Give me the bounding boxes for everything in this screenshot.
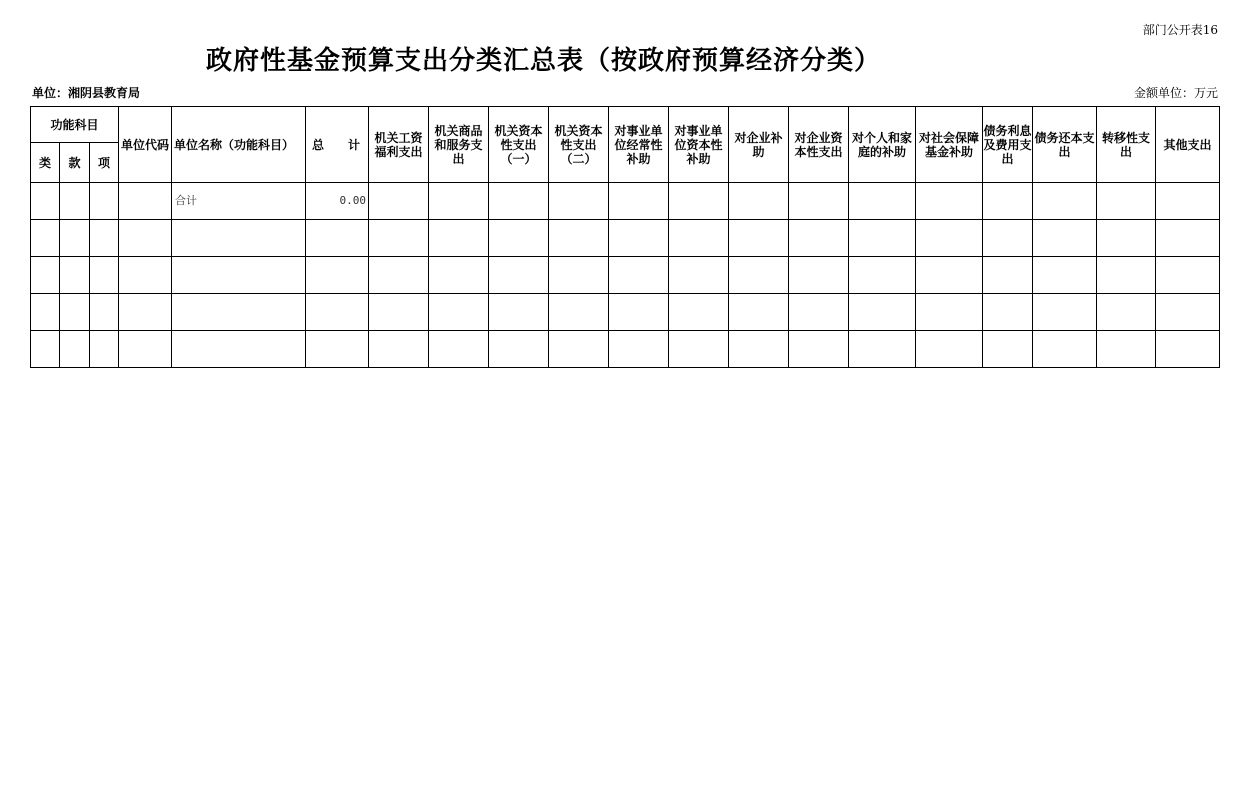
row-unit-name [172, 331, 306, 368]
table-cell [119, 183, 172, 220]
table-cell [916, 220, 983, 257]
table-cell [119, 294, 172, 331]
row-total [306, 220, 369, 257]
header-section: 款 [60, 143, 90, 183]
header-item: 项 [90, 143, 119, 183]
table-number-label: 部门公开表16 [1142, 23, 1218, 37]
table-cell [31, 257, 60, 294]
table-cell [90, 331, 119, 368]
table-cell [983, 220, 1033, 257]
table-cell [1156, 220, 1220, 257]
table-cell [1033, 183, 1097, 220]
table-cell [60, 183, 90, 220]
table-cell [1033, 331, 1097, 368]
table-cell [1033, 294, 1097, 331]
table-row [31, 257, 1220, 294]
table-cell [609, 257, 669, 294]
table-cell [789, 257, 849, 294]
table-cell [1033, 220, 1097, 257]
table-cell [31, 183, 60, 220]
table-cell [549, 183, 609, 220]
table-cell [669, 257, 729, 294]
table-cell [669, 220, 729, 257]
table-row [31, 331, 1220, 368]
table-cell [849, 294, 916, 331]
table-cell [90, 294, 119, 331]
table-cell [1156, 257, 1220, 294]
header-c9: 对个人和家庭的补助 [849, 107, 916, 183]
table-cell [849, 257, 916, 294]
page-title: 政府性基金预算支出分类汇总表（按政府预算经济分类） [206, 46, 882, 76]
table-cell [849, 220, 916, 257]
header-c11: 债务利息及费用支出 [983, 107, 1033, 183]
table-cell [849, 183, 916, 220]
table-cell [729, 257, 789, 294]
table-row [31, 183, 1220, 220]
table-cell [1097, 331, 1156, 368]
table-cell [916, 257, 983, 294]
header-c3: 机关资本性支出（一） [489, 107, 549, 183]
row-total [306, 331, 369, 368]
table-cell [60, 331, 90, 368]
table-cell [916, 331, 983, 368]
table-cell [983, 294, 1033, 331]
table-cell [369, 331, 429, 368]
row-unit-name [172, 220, 306, 257]
table-cell [60, 294, 90, 331]
table-cell [789, 331, 849, 368]
row-unit-name: 合计 [172, 183, 306, 220]
table-cell [1097, 257, 1156, 294]
header-c2: 机关商品和服务支出 [429, 107, 489, 183]
table-cell [1097, 294, 1156, 331]
table-cell [916, 294, 983, 331]
table-cell [549, 294, 609, 331]
table-row [31, 220, 1220, 257]
row-total [306, 257, 369, 294]
table-cell [789, 183, 849, 220]
table-cell [549, 257, 609, 294]
table-cell [1033, 257, 1097, 294]
table-cell [90, 220, 119, 257]
header-c10: 对社会保障基金补助 [916, 107, 983, 183]
table-cell [669, 183, 729, 220]
table-cell [729, 220, 789, 257]
row-unit-name [172, 294, 306, 331]
table-cell [983, 331, 1033, 368]
table-cell [669, 331, 729, 368]
table-cell [729, 331, 789, 368]
table-cell [31, 220, 60, 257]
table-cell [983, 257, 1033, 294]
table-cell [849, 331, 916, 368]
table-cell [60, 257, 90, 294]
table-cell [489, 220, 549, 257]
table-cell [369, 257, 429, 294]
table-cell [429, 257, 489, 294]
table-cell [609, 183, 669, 220]
table-cell [489, 294, 549, 331]
unit-label: 单位：湘阴县教育局 [32, 86, 141, 100]
table-cell [916, 183, 983, 220]
table-cell [119, 220, 172, 257]
table-cell [429, 294, 489, 331]
table-cell [90, 257, 119, 294]
table-cell [549, 220, 609, 257]
table-cell [489, 257, 549, 294]
table-cell [1156, 294, 1220, 331]
table-cell [489, 183, 549, 220]
table-cell [549, 331, 609, 368]
table-cell [669, 294, 729, 331]
header-c6: 对事业单位资本性补助 [669, 107, 729, 183]
header-category: 类 [31, 143, 60, 183]
table-cell [489, 331, 549, 368]
table-cell [1156, 331, 1220, 368]
table-cell [729, 294, 789, 331]
table-cell [729, 183, 789, 220]
table-cell [60, 220, 90, 257]
table-cell [609, 220, 669, 257]
table-cell [789, 220, 849, 257]
header-c13: 转移性支出 [1097, 107, 1156, 183]
table-row [31, 294, 1220, 331]
header-unit-code: 单位代码 [119, 107, 172, 183]
table-cell [369, 294, 429, 331]
header-function-subject: 功能科目 [31, 107, 119, 143]
header-c14: 其他支出 [1156, 107, 1220, 183]
row-total [306, 294, 369, 331]
table-cell [369, 220, 429, 257]
table-cell [1156, 183, 1220, 220]
header-c1: 机关工资福利支出 [369, 107, 429, 183]
table-cell [429, 220, 489, 257]
header-c12: 债务还本支出 [1033, 107, 1097, 183]
table-cell [429, 183, 489, 220]
header-c7: 对企业补助 [729, 107, 789, 183]
table-cell [1097, 220, 1156, 257]
table-cell [31, 294, 60, 331]
header-unit-name: 单位名称（功能科目） [172, 107, 306, 183]
table-cell [1097, 183, 1156, 220]
header-total: 总 计 [306, 107, 369, 183]
table-cell [119, 331, 172, 368]
table-cell [609, 331, 669, 368]
table-cell [31, 331, 60, 368]
table-cell [609, 294, 669, 331]
table-cell [983, 183, 1033, 220]
row-unit-name [172, 257, 306, 294]
row-total: 0.00 [306, 183, 369, 220]
table-cell [789, 294, 849, 331]
header-c8: 对企业资本性支出 [789, 107, 849, 183]
header-c4: 机关资本性支出（二） [549, 107, 609, 183]
table-cell [90, 183, 119, 220]
table-cell [429, 331, 489, 368]
amount-unit-label: 金额单位：万元 [1133, 86, 1218, 100]
budget-table [30, 106, 1220, 368]
table-cell [119, 257, 172, 294]
table-cell [369, 183, 429, 220]
header-c5: 对事业单位经常性补助 [609, 107, 669, 183]
